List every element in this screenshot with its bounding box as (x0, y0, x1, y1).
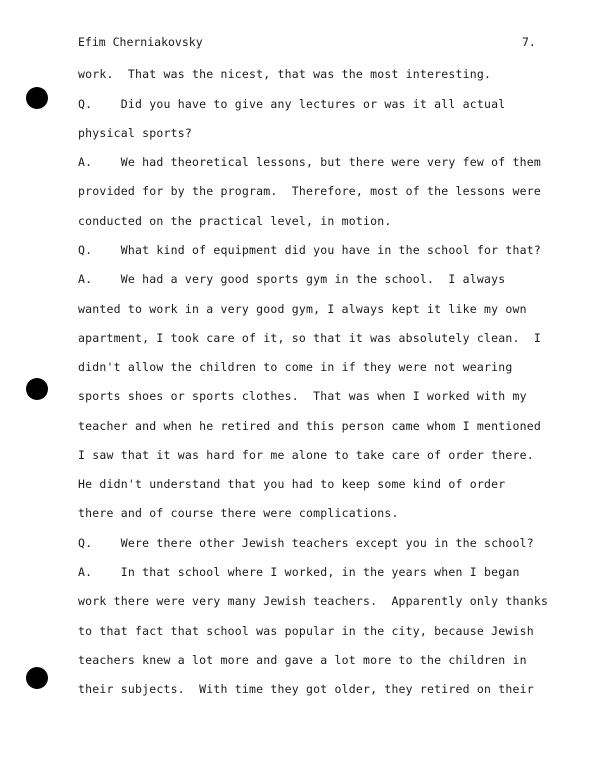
binder-hole-middle (26, 378, 48, 400)
binder-hole-bottom (26, 667, 48, 689)
binder-hole-top (26, 87, 48, 109)
text-line: work there were very many Jewish teachers. Apparently only thanks (78, 594, 549, 608)
text-line: there and of course there were complications. (78, 506, 399, 520)
text-line: their subjects. With time they got older, they retired on their (78, 682, 534, 696)
text-line: conducted on the practical level, in motion. (78, 214, 392, 228)
text-line: Q. Did you have to give any lectures or was it all actual (78, 97, 506, 111)
text-line: Q. What kind of equipment did you have in the school for that? (78, 243, 542, 257)
text-line: A. We had a very good sports gym in the school. I always (78, 272, 506, 286)
text-line: physical sports? (78, 126, 192, 140)
text-line: apartment, I took care of it, so that it was absolutely clean. I (78, 331, 542, 345)
page-number: 7. (522, 35, 536, 49)
text-line: work. That was the nicest, that was the most interesting. (78, 67, 492, 81)
header-interviewee-name: Efim Cherniakovsky (78, 35, 203, 49)
text-line: A. We had theoretical lessons, but there were very few of them (78, 155, 542, 169)
text-line: teachers knew a lot more and gave a lot more to the children in (78, 653, 527, 667)
text-line: A. In that school where I worked, in the years when I began (78, 565, 520, 579)
text-line: to that fact that school was popular in the city, because Jewish (78, 624, 534, 638)
text-line: He didn't understand that you had to keep some kind of order (78, 477, 506, 491)
text-line: sports shoes or sports clothes. That was when I worked with my (78, 389, 527, 403)
text-line: wanted to work in a very good gym, I always kept it like my own (78, 302, 527, 316)
text-line: I saw that it was hard for me alone to take care of order there. (78, 448, 534, 462)
text-line: Q. Were there other Jewish teachers except you in the school? (78, 536, 534, 550)
text-line: didn't allow the children to come in if they were not wearing (78, 360, 513, 374)
text-line: teacher and when he retired and this person came whom I mentioned (78, 419, 542, 433)
text-line: provided for by the program. Therefore, most of the lessons were (78, 184, 542, 198)
